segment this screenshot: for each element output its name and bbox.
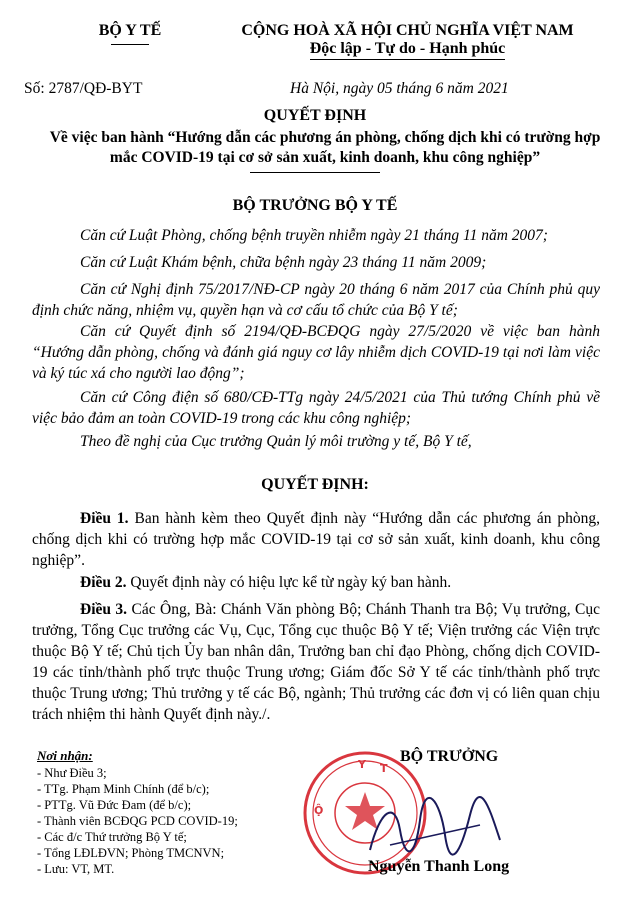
signer-name: Nguyễn Thanh Long xyxy=(368,858,510,875)
svg-text:Y: Y xyxy=(358,758,366,771)
decision-heading: QUYẾT ĐỊNH: xyxy=(261,476,369,493)
article-label: Điều 3. xyxy=(80,601,128,618)
article-text: Các Ông, Bà: Chánh Văn phòng Bộ; Chánh Thanh tra Bộ; Vụ trưởng, Cục trưởng, Tổng Cục trưởng các Vụ, Cục, Tổng cục thuộc Bộ Y tế; Viện trưởng các Viện trực thuộc Bộ Y tế; Chủ tịch Ủy ban nhân dân, Trưởng ban chỉ đạo Phòng, chống dịch COVID-19 các tỉnh/thành phố trực thuộc Trung ương; Giám đốc Sở Y tế các tỉnh/thành phố trực thuộc Trung ương; Thủ trưởng y tế các Bộ, ngành; Thủ trưởng các đơn vị có liên quan chịu trách nhiệm thi hành Quyết định này./. xyxy=(32,601,601,723)
recipient-item: - Tổng LĐLĐVN; Phòng TMCNVN; xyxy=(37,846,225,860)
preamble-item: Theo đề nghị của Cục trưởng Quản lý môi trường y tế, Bộ Y tế, xyxy=(80,433,472,450)
date-month-word: tháng xyxy=(396,80,432,97)
article-2 xyxy=(32,572,600,593)
recipients-list xyxy=(37,765,238,877)
document-subject: Về việc ban hành “Hướng dẫn các phương án phòng, chống dịch khi có trường hợp mắc COVID-19 tại cơ sở sản xuất, kinh doanh, khu công nghiệp” xyxy=(49,129,601,166)
date-month: 6 xyxy=(435,80,444,97)
recipient-item: - Như Điều 3; xyxy=(37,766,107,780)
recipient-item: - Lưu: VT, MT. xyxy=(37,862,115,876)
issuing-authority: BỘ TRƯỞNG BỘ Y TẾ xyxy=(232,197,398,214)
signer-title: BỘ TRƯỞNG xyxy=(400,748,499,765)
recipient-item: - TTg. Phạm Minh Chính (để b/c); xyxy=(37,782,210,796)
recipient-item: - Các đ/c Thứ trưởng Bộ Y tế; xyxy=(37,830,187,844)
issue-date xyxy=(290,80,509,98)
number-suffix: /QĐ-BYT xyxy=(79,80,143,97)
number-value: 2787 xyxy=(48,80,80,97)
preamble-item: Căn cứ Quyết định số 2194/QĐ-BCĐQG ngày 27/5/2020 về việc ban hành “Hướng dẫn phòng, chống và đánh giá nguy cơ lây nhiễm dịch COVID-19 tại nơi làm việc và ký túc xá cho người lao động”; xyxy=(32,323,600,382)
document-title: QUYẾT ĐỊNH xyxy=(263,107,367,124)
country-name: CỘNG HOÀ XÃ HỘI CHỦ NGHĨA VIỆT NAM xyxy=(241,22,574,39)
national-header xyxy=(215,22,600,60)
ministry-header xyxy=(70,22,190,45)
ministry-underline xyxy=(111,44,149,45)
svg-text:Ộ: Ộ xyxy=(314,804,324,817)
date-day: 05 xyxy=(376,80,393,97)
subject-underline xyxy=(250,172,380,173)
article-text: Quyết định này có hiệu lực kể từ ngày ký ban hành. xyxy=(126,574,452,591)
national-motto: Độc lập - Tự do - Hạnh phúc xyxy=(310,40,506,60)
recipients-title: Nơi nhận: xyxy=(37,748,93,763)
ministry-name: BỘ Y TẾ xyxy=(98,22,162,39)
recipient-item: - PTTg. Vũ Đức Đam (để b/c); xyxy=(37,798,192,812)
preamble-item: Căn cứ Luật Phòng, chống bệnh truyền nhiễm ngày 21 tháng 11 năm 2007; xyxy=(80,227,548,244)
date-year: 2021 xyxy=(477,80,509,97)
recipient-item: - Thành viên BCĐQG PCD COVID-19; xyxy=(37,814,238,828)
number-prefix: Số: xyxy=(24,80,45,97)
preamble-item: Căn cứ Công điện số 680/CĐ-TTg ngày 24/5/2021 của Thủ tướng Chính phủ về việc bảo đảm an toàn COVID-19 trong các khu công nghiệp; xyxy=(32,389,600,427)
article-label: Điều 2. xyxy=(80,574,127,591)
date-prefix: Hà Nội, ngày xyxy=(290,80,374,97)
preamble-item: Căn cứ Nghị định 75/2017/NĐ-CP ngày 20 tháng 6 năm 2017 của Chính phủ quy định chức năng, nhiệm vụ, quyền hạn và cơ cấu tổ chức của Bộ Y tế; xyxy=(32,281,600,319)
date-year-word: năm xyxy=(447,80,474,97)
document-number xyxy=(24,80,142,98)
article-3 xyxy=(32,599,600,725)
article-label: Điều 1. xyxy=(80,510,129,527)
preamble-item: Căn cứ Luật Khám bệnh, chữa bệnh ngày 23 tháng 11 năm 2009; xyxy=(80,254,487,271)
article-text: Ban hành kèm theo Quyết định này “Hướng dẫn các phương án phòng, chống dịch khi có trường hợp mắc COVID-19 tại cơ sở sản xuất, kinh doanh, khu công nghiệp”. xyxy=(32,510,601,569)
svg-text:T: T xyxy=(380,762,388,775)
article-1 xyxy=(32,508,600,571)
